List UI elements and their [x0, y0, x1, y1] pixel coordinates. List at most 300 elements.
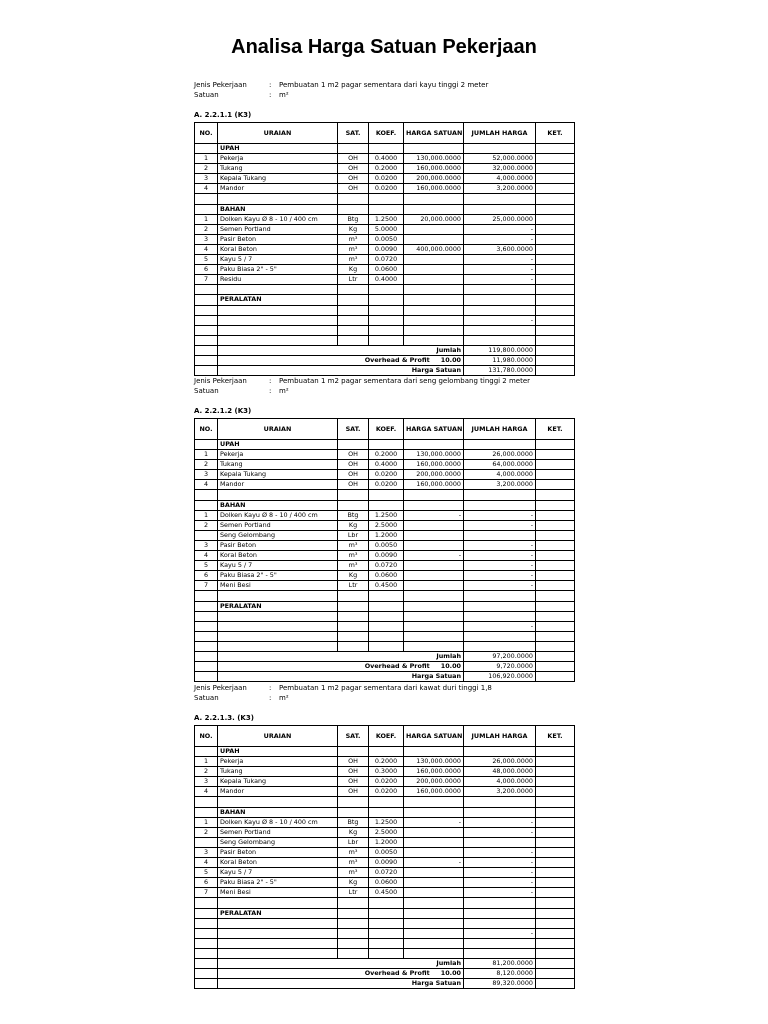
- cell-uraian: Kepala Tukang: [218, 470, 338, 480]
- cell-sat: OH: [338, 154, 369, 164]
- table-row: [195, 325, 575, 335]
- analysis-section: [194, 80, 574, 376]
- colon: :: [269, 694, 272, 702]
- cell-no: 7: [195, 581, 218, 591]
- cell-jumlah-harga: -: [464, 817, 536, 827]
- table-row: [195, 450, 575, 460]
- cell-jumlah-harga: -: [464, 581, 536, 591]
- cell-no: 3: [195, 540, 218, 550]
- cell-ket: [536, 561, 575, 571]
- table-row: [195, 807, 575, 817]
- cell-ket: [536, 827, 575, 837]
- cell-jumlah-harga: 4,000.0000: [464, 470, 536, 480]
- cell-koef: 0.0200: [369, 787, 404, 797]
- cell-sat: [338, 928, 369, 938]
- table-row: [195, 928, 575, 938]
- table-row: [195, 561, 575, 571]
- cell-koef: 0.0050: [369, 847, 404, 857]
- cell-harga-satuan: [404, 234, 464, 244]
- table-header-row: [195, 123, 575, 144]
- table-row: [195, 265, 575, 275]
- overhead-value: 9,720.0000: [464, 662, 536, 672]
- header-koef: KOEF.: [369, 726, 404, 747]
- cell-no: 7: [195, 275, 218, 285]
- header-koef: KOEF.: [369, 123, 404, 144]
- cell-harga-satuan: [404, 621, 464, 631]
- jumlah-label: Jumlah: [218, 958, 464, 968]
- cell-jumlah-harga: 3,600.0000: [464, 244, 536, 254]
- cell-koef: 1.2500: [369, 817, 404, 827]
- cell-uraian: Pekerja: [218, 154, 338, 164]
- cell-koef: 0.0050: [369, 234, 404, 244]
- cell-no: [195, 837, 218, 847]
- cell-no: 2: [195, 224, 218, 234]
- cell-harga-satuan: [404, 315, 464, 325]
- table-row: [195, 898, 575, 908]
- table-row: [195, 204, 575, 214]
- cell-no: [195, 530, 218, 540]
- jenis-pekerjaan-row: [194, 376, 574, 386]
- cell-uraian: Mandor: [218, 787, 338, 797]
- cell-no: 3: [195, 847, 218, 857]
- cell-koef: 0.4000: [369, 275, 404, 285]
- cell-uraian: Pasir Beton: [218, 847, 338, 857]
- cell-jumlah-harga: -: [464, 315, 536, 325]
- satuan-label: Satuan: [194, 91, 219, 99]
- cell-sat: [338, 621, 369, 631]
- harga-satuan-row: [195, 979, 575, 989]
- cell-ket: [536, 480, 575, 490]
- cell-koef: 0.0200: [369, 777, 404, 787]
- cell-uraian: Paku Biasa 2" - 5": [218, 571, 338, 581]
- cell-sat: OH: [338, 777, 369, 787]
- satuan-value: m²: [279, 694, 289, 702]
- cell-no: 1: [195, 214, 218, 224]
- cell-ket: [536, 858, 575, 868]
- cell-no: 6: [195, 265, 218, 275]
- cell-sat: m³: [338, 540, 369, 550]
- cell-no: 2: [195, 460, 218, 470]
- satuan-row: [194, 693, 574, 703]
- cell-jumlah-harga: -: [464, 540, 536, 550]
- jenis-value: Pembuatan 1 m2 pagar sementara dari kayu tinggi 2 meter: [279, 81, 489, 89]
- jenis-label: Jenis Pekerjaan: [194, 81, 247, 89]
- cell-no: 3: [195, 174, 218, 184]
- cell-uraian: Seng Gelombang: [218, 837, 338, 847]
- overhead-label: [218, 355, 464, 365]
- cell-koef: 0.0200: [369, 184, 404, 194]
- colon: :: [269, 387, 272, 395]
- table-row: [195, 757, 575, 767]
- cell-sat: m³: [338, 255, 369, 265]
- table-row: [195, 868, 575, 878]
- cell-no: 1: [195, 450, 218, 460]
- cell-harga-satuan: [404, 224, 464, 234]
- cell-no: 1: [195, 154, 218, 164]
- table-row: [195, 460, 575, 470]
- colon: :: [269, 377, 272, 385]
- cell-no: 4: [195, 551, 218, 561]
- cell-jumlah-harga: -: [464, 621, 536, 631]
- cell-ket: [536, 224, 575, 234]
- overhead-percent: 10.00: [440, 356, 461, 365]
- page-title: Analisa Harga Satuan Pekerjaan: [231, 36, 537, 58]
- cell-koef: 0.2000: [369, 757, 404, 767]
- cell-sat: OH: [338, 184, 369, 194]
- cell-koef: 0.0050: [369, 540, 404, 550]
- cell-sat: OH: [338, 174, 369, 184]
- overhead-text: Overhead & Profit: [364, 356, 430, 365]
- cell-harga-satuan: [404, 878, 464, 888]
- cell-koef: 0.2000: [369, 164, 404, 174]
- cell-uraian: Pasir Beton: [218, 540, 338, 550]
- table-row: [195, 335, 575, 345]
- table-row: [195, 878, 575, 888]
- group-label: BAHAN: [218, 500, 338, 510]
- overhead-percent: 10.00: [440, 662, 461, 671]
- satuan-value: m²: [279, 387, 289, 395]
- cell-koef: 0.0200: [369, 480, 404, 490]
- header-harga-satuan: HARGA SATUAN: [404, 726, 464, 747]
- cell-jumlah-harga: -: [464, 571, 536, 581]
- table-row: [195, 948, 575, 958]
- cell-harga-satuan: 130,000.0000: [404, 757, 464, 767]
- cell-ket: [536, 837, 575, 847]
- satuan-value: m²: [279, 91, 289, 99]
- cell-uraian: Residu: [218, 275, 338, 285]
- cell-harga-satuan: 130,000.0000: [404, 154, 464, 164]
- table-row: [195, 858, 575, 868]
- cell-uraian: Koral Beton: [218, 244, 338, 254]
- table-row: [195, 520, 575, 530]
- cell-harga-satuan: [404, 255, 464, 265]
- cell-uraian: Semen Portland: [218, 520, 338, 530]
- cell-uraian: Mandor: [218, 480, 338, 490]
- jumlah-label: Jumlah: [218, 651, 464, 661]
- jenis-value: Pembuatan 1 m2 pagar sementara dari seng gelombang tinggi 2 meter: [279, 377, 531, 385]
- cell-koef: 1.2000: [369, 837, 404, 847]
- cell-no: 1: [195, 510, 218, 520]
- cell-ket: [536, 571, 575, 581]
- satuan-row: [194, 90, 574, 100]
- cell-jumlah-harga: -: [464, 255, 536, 265]
- cell-no: 4: [195, 858, 218, 868]
- table-row: [195, 918, 575, 928]
- overhead-value: 8,120.0000: [464, 969, 536, 979]
- cell-harga-satuan: [404, 847, 464, 857]
- cell-uraian: Dolken Kayu Ø 8 - 10 / 400 cm: [218, 510, 338, 520]
- table-row: [195, 621, 575, 631]
- cell-ket: [536, 174, 575, 184]
- jenis-pekerjaan-row: [194, 683, 574, 693]
- jenis-label: Jenis Pekerjaan: [194, 377, 247, 385]
- overhead-row: [195, 969, 575, 979]
- cell-sat: Kg: [338, 224, 369, 234]
- cell-koef: 0.4000: [369, 154, 404, 164]
- cell-ket: [536, 878, 575, 888]
- table-row: [195, 938, 575, 948]
- cell-koef: 0.0090: [369, 244, 404, 254]
- table-row: [195, 470, 575, 480]
- table-row: [195, 837, 575, 847]
- cell-ket: [536, 265, 575, 275]
- table-row: [195, 571, 575, 581]
- overhead-text: Overhead & Profit: [364, 969, 430, 978]
- cell-no: 3: [195, 777, 218, 787]
- cell-sat: OH: [338, 757, 369, 767]
- overhead-percent: 10.00: [440, 969, 461, 978]
- table-row: [195, 500, 575, 510]
- cell-koef: 0.0600: [369, 571, 404, 581]
- cell-sat: OH: [338, 460, 369, 470]
- table-row: [195, 440, 575, 450]
- cell-harga-satuan: [404, 571, 464, 581]
- cell-ket: [536, 581, 575, 591]
- cell-sat: Kg: [338, 265, 369, 275]
- table-row: [195, 154, 575, 164]
- table-row: [195, 480, 575, 490]
- header-harga-satuan: HARGA SATUAN: [404, 123, 464, 144]
- table-row: [195, 295, 575, 305]
- cell-koef: 0.0720: [369, 561, 404, 571]
- cell-uraian: Tukang: [218, 767, 338, 777]
- cell-harga-satuan: [404, 837, 464, 847]
- cell-uraian: Kepala Tukang: [218, 174, 338, 184]
- table-row: [195, 255, 575, 265]
- cell-koef: 0.3000: [369, 767, 404, 777]
- cell-koef: 0.0600: [369, 265, 404, 275]
- cell-harga-satuan: 160,000.0000: [404, 164, 464, 174]
- analysis-table: [194, 418, 575, 682]
- header-uraian: URAIAN: [218, 419, 338, 440]
- cell-koef: 1.2000: [369, 530, 404, 540]
- cell-jumlah-harga: -: [464, 510, 536, 520]
- cell-harga-satuan: -: [404, 510, 464, 520]
- table-row: [195, 631, 575, 641]
- cell-jumlah-harga: -: [464, 827, 536, 837]
- cell-ket: [536, 275, 575, 285]
- header-jumlah-harga: JUMLAH HARGA: [464, 726, 536, 747]
- cell-uraian: [218, 928, 338, 938]
- cell-harga-satuan: 200,000.0000: [404, 174, 464, 184]
- cell-jumlah-harga: -: [464, 224, 536, 234]
- cell-ket: [536, 530, 575, 540]
- cell-koef: 0.4000: [369, 460, 404, 470]
- cell-jumlah-harga: 3,200.0000: [464, 787, 536, 797]
- table-row: [195, 184, 575, 194]
- cell-harga-satuan: 160,000.0000: [404, 480, 464, 490]
- cell-uraian: [218, 315, 338, 325]
- colon: :: [269, 81, 272, 89]
- cell-no: 6: [195, 878, 218, 888]
- cell-uraian: Paku Biasa 2" - 5": [218, 878, 338, 888]
- cell-uraian: Paku Biasa 2" - 5": [218, 265, 338, 275]
- cell-koef: [369, 621, 404, 631]
- cell-koef: 0.0090: [369, 551, 404, 561]
- cell-sat: Lbr: [338, 837, 369, 847]
- cell-sat: Kg: [338, 520, 369, 530]
- group-label: UPAH: [218, 440, 338, 450]
- cell-jumlah-harga: -: [464, 265, 536, 275]
- cell-harga-satuan: 200,000.0000: [404, 777, 464, 787]
- table-row: [195, 827, 575, 837]
- table-row: [195, 817, 575, 827]
- table-row: [195, 540, 575, 550]
- cell-no: 3: [195, 470, 218, 480]
- analysis-code: A. 2.2.1.1 (K3): [194, 111, 252, 119]
- cell-harga-satuan: [404, 561, 464, 571]
- overhead-value: 11,980.0000: [464, 355, 536, 365]
- table-row: [195, 224, 575, 234]
- harga-satuan-label: Harga Satuan: [218, 979, 464, 989]
- cell-sat: Ltr: [338, 275, 369, 285]
- cell-koef: [369, 928, 404, 938]
- cell-sat: Kg: [338, 827, 369, 837]
- harga-satuan-row: [195, 672, 575, 682]
- table-row: [195, 888, 575, 898]
- cell-harga-satuan: [404, 928, 464, 938]
- cell-sat: m³: [338, 244, 369, 254]
- cell-jumlah-harga: 3,200.0000: [464, 184, 536, 194]
- cell-no: 2: [195, 520, 218, 530]
- cell-jumlah-harga: 64,000.0000: [464, 460, 536, 470]
- table-row: [195, 747, 575, 757]
- header-jumlah-harga: JUMLAH HARGA: [464, 419, 536, 440]
- cell-no: 5: [195, 255, 218, 265]
- colon: :: [269, 684, 272, 692]
- analysis-code: A. 2.2.1.2 (K3): [194, 407, 252, 415]
- cell-no: 4: [195, 787, 218, 797]
- cell-sat: Btg: [338, 214, 369, 224]
- header-jumlah-harga: JUMLAH HARGA: [464, 123, 536, 144]
- cell-no: 2: [195, 767, 218, 777]
- table-row: [195, 581, 575, 591]
- cell-ket: [536, 184, 575, 194]
- cell-harga-satuan: 130,000.0000: [404, 450, 464, 460]
- cell-ket: [536, 450, 575, 460]
- cell-koef: 0.0090: [369, 858, 404, 868]
- jenis-label: Jenis Pekerjaan: [194, 684, 247, 692]
- cell-jumlah-harga: 4,000.0000: [464, 174, 536, 184]
- cell-sat: Lbr: [338, 530, 369, 540]
- overhead-row: [195, 662, 575, 672]
- cell-harga-satuan: [404, 581, 464, 591]
- table-row: [195, 194, 575, 204]
- cell-koef: 1.2500: [369, 510, 404, 520]
- header-koef: KOEF.: [369, 419, 404, 440]
- cell-sat: Btg: [338, 817, 369, 827]
- table-row: [195, 275, 575, 285]
- header-no: NO.: [195, 726, 218, 747]
- header-sat: SAT.: [338, 419, 369, 440]
- cell-no: 4: [195, 244, 218, 254]
- cell-koef: 0.0720: [369, 868, 404, 878]
- table-row: [195, 601, 575, 611]
- group-label: BAHAN: [218, 807, 338, 817]
- cell-ket: [536, 540, 575, 550]
- cell-sat: m³: [338, 868, 369, 878]
- analysis-code: A. 2.2.1.3. (K3): [194, 714, 254, 722]
- cell-sat: m³: [338, 858, 369, 868]
- cell-no: 1: [195, 817, 218, 827]
- table-row: [195, 787, 575, 797]
- group-label: PERALATAN: [218, 295, 338, 305]
- cell-uraian: Semen Portland: [218, 224, 338, 234]
- cell-harga-satuan: [404, 888, 464, 898]
- harga-satuan-value: 131,780.0000: [464, 366, 536, 376]
- cell-uraian: Pekerja: [218, 757, 338, 767]
- cell-sat: [338, 315, 369, 325]
- cell-koef: 1.2500: [369, 214, 404, 224]
- cell-no: [195, 928, 218, 938]
- cell-jumlah-harga: -: [464, 275, 536, 285]
- table-row: [195, 551, 575, 561]
- cell-uraian: Tukang: [218, 164, 338, 174]
- overhead-label: [218, 662, 464, 672]
- table-row: [195, 908, 575, 918]
- cell-jumlah-harga: [464, 530, 536, 540]
- table-row: [195, 777, 575, 787]
- jumlah-value: 81,200.0000: [464, 958, 536, 968]
- cell-uraian: Pasir Beton: [218, 234, 338, 244]
- cell-uraian: Kayu 5 / 7: [218, 255, 338, 265]
- satuan-label: Satuan: [194, 387, 219, 395]
- table-row: [195, 641, 575, 651]
- cell-no: [195, 315, 218, 325]
- header-no: NO.: [195, 123, 218, 144]
- cell-koef: 0.4500: [369, 581, 404, 591]
- cell-jumlah-harga: 32,000.0000: [464, 164, 536, 174]
- cell-sat: Btg: [338, 510, 369, 520]
- harga-satuan-row: [195, 366, 575, 376]
- cell-ket: [536, 164, 575, 174]
- analysis-section: [194, 683, 574, 989]
- cell-ket: [536, 214, 575, 224]
- cell-harga-satuan: 160,000.0000: [404, 460, 464, 470]
- cell-jumlah-harga: 4,000.0000: [464, 777, 536, 787]
- cell-jumlah-harga: -: [464, 878, 536, 888]
- cell-sat: Kg: [338, 878, 369, 888]
- harga-satuan-value: 106,920.0000: [464, 672, 536, 682]
- header-ket: KET.: [536, 726, 575, 747]
- cell-uraian: Pekerja: [218, 450, 338, 460]
- cell-koef: 5.0000: [369, 224, 404, 234]
- cell-harga-satuan: [404, 827, 464, 837]
- cell-koef: 2.5000: [369, 520, 404, 530]
- cell-harga-satuan: 160,000.0000: [404, 184, 464, 194]
- cell-ket: [536, 621, 575, 631]
- table-row: [195, 315, 575, 325]
- cell-jumlah-harga: -: [464, 858, 536, 868]
- cell-ket: [536, 551, 575, 561]
- cell-uraian: Kayu 5 / 7: [218, 561, 338, 571]
- satuan-row: [194, 386, 574, 396]
- cell-uraian: Meni Besi: [218, 888, 338, 898]
- analysis-section: [194, 376, 574, 682]
- cell-harga-satuan: [404, 275, 464, 285]
- cell-jumlah-harga: 48,000.0000: [464, 767, 536, 777]
- cell-uraian: [218, 621, 338, 631]
- header-no: NO.: [195, 419, 218, 440]
- overhead-row: [195, 355, 575, 365]
- cell-no: 7: [195, 888, 218, 898]
- overhead-text: Overhead & Profit: [364, 662, 430, 671]
- header-ket: KET.: [536, 123, 575, 144]
- harga-satuan-value: 89,320.0000: [464, 979, 536, 989]
- cell-ket: [536, 888, 575, 898]
- cell-koef: 0.2000: [369, 450, 404, 460]
- group-label: UPAH: [218, 144, 338, 154]
